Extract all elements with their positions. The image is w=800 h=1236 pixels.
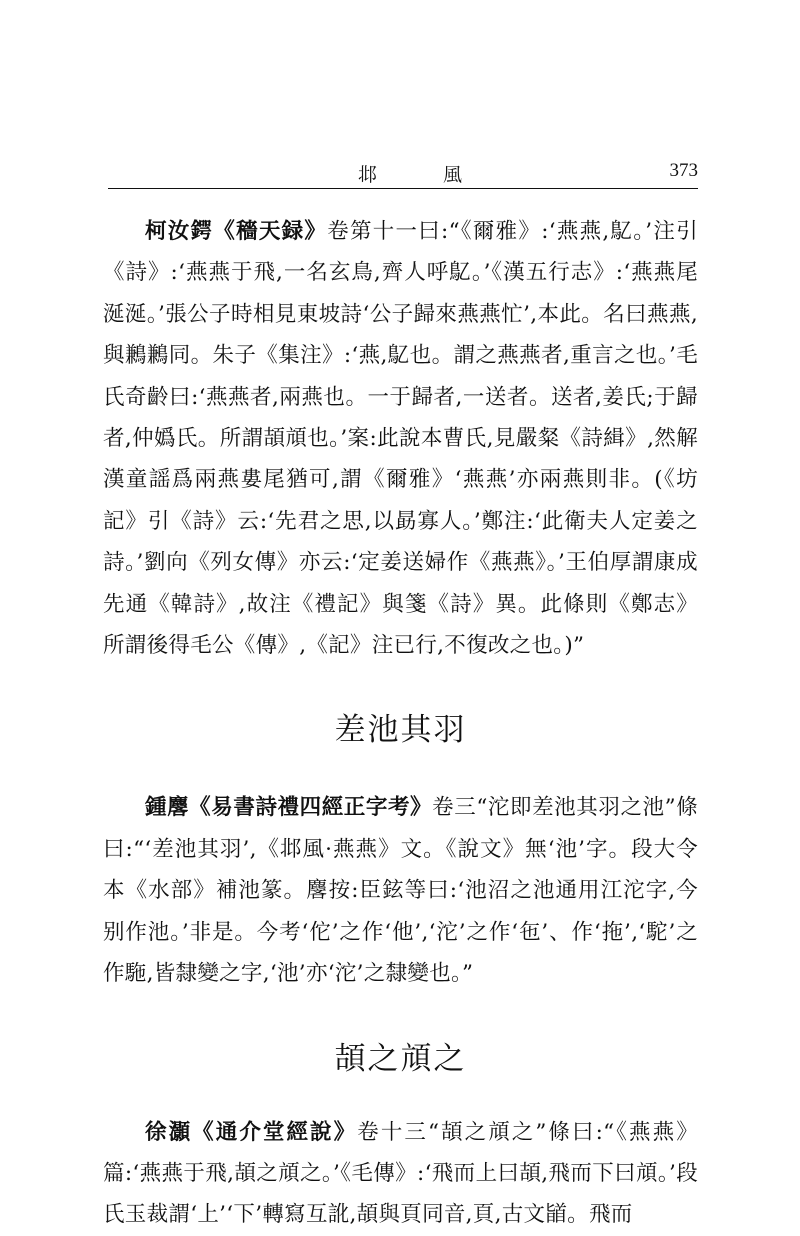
source-title: 柯汝鍔《穡天録》 bbox=[145, 219, 328, 244]
running-title: 邶 風 bbox=[358, 164, 493, 186]
paragraph-text: 卷三“沱即差池其羽之池”條曰:“‘差池其羽’,《邶風·燕燕》文。《說文》無‘池’字。段大令本《水部》補池篆。麐按:臣鉉等曰:‘池沼之池通用江沱字,今别作池。’非是。今考‘佗’之作‘他’,‘沱’之作‘㐌’、作‘拖’,‘駝’之作駞,皆隸變之字,‘池’亦‘沱’之隸變也。” bbox=[103, 795, 698, 987]
header-rule bbox=[108, 188, 698, 189]
section-paragraph-2 bbox=[103, 787, 698, 994]
source-title: 徐灝《通介堂經說》 bbox=[145, 1119, 358, 1145]
section-paragraph-1 bbox=[103, 211, 698, 666]
section-paragraph-3 bbox=[103, 1112, 698, 1236]
paragraph-text: 卷十三“頡之頏之”條曰:“《燕燕》篇:‘燕燕于飛,頡之頏之。’《毛傳》:‘飛而上曰頡,飛而下曰頏。’段氏玉裁謂‘上’‘下’轉寫互訛,頡與頁同音,頁,古文䭫。飛而 bbox=[103, 1119, 699, 1228]
section-heading: 頡之頏之 bbox=[334, 1040, 467, 1077]
paragraph-text: 卷第十一曰:“《爾雅》:‘燕燕,鳦。’注引《詩》:‘燕燕于飛,一名玄鳥,齊人呼鳦。’《漢五行志》:‘燕燕尾涎涎。’張公子時相見東坡詩‘公子歸來燕燕忙’,本此。名曰燕燕,與鶼鶼同。朱子《集注》:‘燕,鳦也。謂之燕燕者,重言之也。’毛氏奇齡曰:‘燕燕者,兩燕也。一于歸者,一送者。送者,姜氏;于歸者,仲嬀氏。所謂頡頏也。’案:此說本曹氏,見嚴粲《詩緝》,然解漢童謡爲兩燕婁尾猶可,謂《爾雅》‘燕燕’亦兩燕則非。(《坊記》引《詩》云:‘先君之思,以勗寡人。’鄭注:‘此衛夫人定姜之詩。’劉向《列女傳》亦云:‘定姜送婦作《燕燕》。’王伯厚謂康成先通《韓詩》,故注《禮記》與箋《詩》異。此條則《鄭志》所謂後得毛公《傳》,《記》注已行,不復改之也。)” bbox=[103, 219, 698, 659]
source-title: 鍾麐《易書詩禮四經正字考》 bbox=[145, 795, 433, 821]
running-header bbox=[108, 160, 698, 188]
section-heading: 差池其羽 bbox=[334, 712, 467, 749]
page-body bbox=[103, 211, 698, 1236]
page-number: 373 bbox=[669, 160, 698, 181]
